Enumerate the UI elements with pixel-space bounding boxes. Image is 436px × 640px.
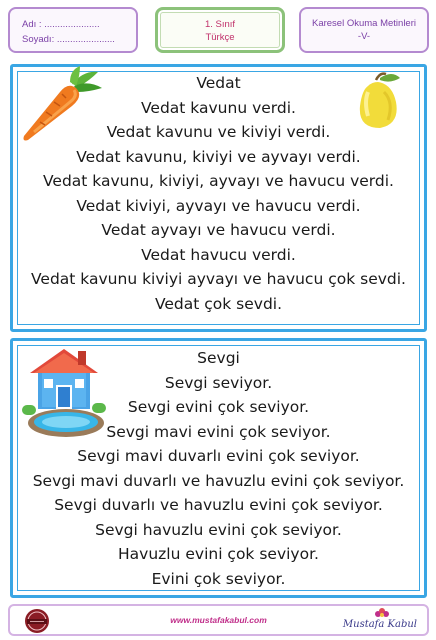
passage-line: Vedat kavunu ve kiviyi verdi.: [106, 123, 331, 141]
passage-line: Vedat ayvayı ve havucu verdi.: [101, 221, 336, 239]
house-with-pool-icon: [22, 343, 106, 439]
passage-line: Evini çok seviyor.: [151, 569, 286, 588]
carrot-icon: [14, 66, 104, 144]
passage-title: Vedat: [196, 74, 241, 92]
passage-line: Sevgi duvarlı ve havuzlu evini çok seviyor.: [54, 496, 383, 514]
page-footer: [8, 604, 429, 636]
author-signature: Mustafa Kabul: [342, 619, 417, 630]
grade-label: 1. Sınıf: [204, 19, 236, 30]
passage-line: Sevgi mavi duvarlı ve havuzlu evini çok seviyor.: [32, 471, 405, 490]
surname-field-label: Soyadı: ......................: [22, 34, 115, 45]
passage-line: Vedat kavunu kiviyi ayvayı ve havucu çok sevdi.: [31, 270, 406, 288]
passage-line: Sevgi evini çok seviyor.: [127, 398, 310, 416]
passage-line: Vedat kavunu, kiviyi ve ayvayı verdi.: [76, 147, 361, 166]
passage-line: Sevgi seviyor.: [164, 373, 273, 392]
passage-line: Sevgi havuzlu evini çok seviyor.: [95, 520, 342, 539]
set-title: Karesel Okuma Metinleri: [311, 18, 416, 29]
grade-subject-box: [155, 7, 285, 53]
quince-icon: [354, 72, 404, 130]
passage-line: Vedat kavunu verdi.: [141, 98, 296, 117]
passage-line: Havuzlu evini çok seviyor.: [118, 545, 319, 563]
set-title-box: [299, 7, 429, 53]
passage-line: Vedat kiviyi, ayvayı ve havucu verdi.: [76, 196, 361, 215]
set-number: -V-: [357, 31, 371, 42]
passage-line: Vedat kavunu, kiviyi, ayvayı ve havucu verdi.: [43, 172, 394, 190]
name-field-label: Adı : .....................: [22, 19, 100, 30]
website-link[interactable]: www.mustafakabul.com: [170, 615, 267, 625]
subject-label: Türkçe: [205, 32, 235, 43]
passage-title: Sevgi: [197, 349, 240, 367]
passage-line: Sevgi mavi evini çok seviyor.: [106, 422, 331, 441]
passage-line: Vedat havucu verdi.: [141, 245, 296, 264]
student-info-box: [8, 7, 138, 53]
passage-line: Sevgi mavi duvarlı evini çok seviyor.: [77, 447, 360, 465]
passage-line: Vedat çok sevdi.: [154, 294, 283, 313]
